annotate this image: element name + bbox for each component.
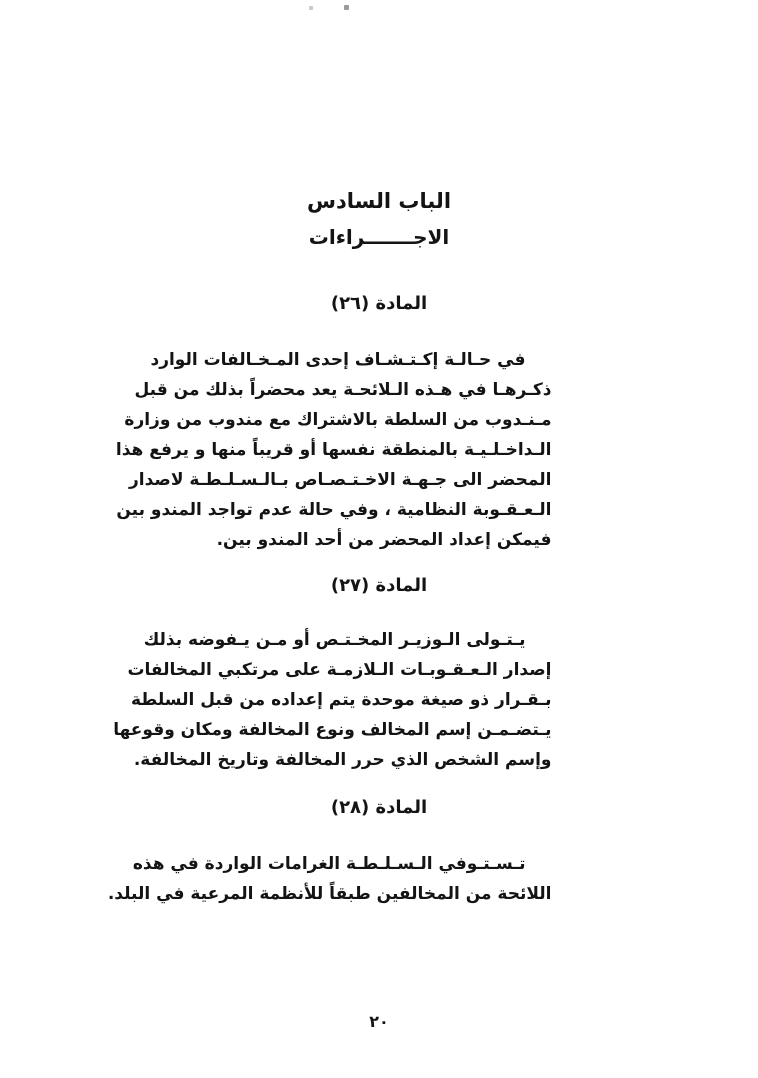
chapter-title: الباب السادس: [306, 189, 452, 213]
text-line: في حـالـة إكـتـشـاف إحدى المـخـالفات الوارد: [150, 350, 526, 370]
text-line: المحضر الى جـهـة الاخـتـصـاص بـالـسـلـطـة لاصدار: [128, 470, 552, 490]
article-27-paragraph: [113, 625, 552, 775]
text-line: بـقـرار ذو صيغة موحدة يتم إعداده من قبل السلطة: [130, 690, 552, 710]
article-28-heading: المادة (٢٨): [330, 797, 428, 818]
text-line: إصدار الـعـقـوبـات الـلازمـة على مرتكبي المخالفات: [127, 660, 552, 680]
article-27-heading: المادة (٢٧): [330, 575, 428, 596]
text-line: يـتضـمـن إسم المخالف ونوع المخالفة ومكان وقوعها: [113, 720, 552, 740]
text-column: [107, 0, 552, 909]
article-28-paragraph: [107, 849, 552, 909]
chapter-subtitle: الاجـــــــراءات: [308, 225, 450, 249]
text-line: الـعـقـوبة النظامية ، وفي حالة عدم تواجد المندو بين: [116, 500, 552, 520]
text-line: الـداخـلـيـة بالمنطقة نفسها أو قريباً منها و يرفع هذا: [115, 440, 552, 460]
text-line: تـسـتـوفي الـسـلـطـة الغرامات الواردة في هذه: [132, 854, 526, 874]
text-line: وإسم الشخص الذي حرر المخالفة وتاريخ المخالفة.: [133, 750, 552, 770]
text-line: ذكـرهـا في هـذه الـلائحـة يعد محضراً بذلك من قبل: [134, 380, 552, 400]
text-line: اللائحة من المخالفين طبقاً للأنظمة المرعية في البلد.: [107, 884, 552, 904]
text-line: يـتـولى الـوزيـر المخـتـص أو مـن يـفوضه بذلك: [143, 630, 526, 650]
article-26-paragraph: [115, 345, 552, 555]
text-line: مـنـدوب من السلطة بالاشتراك مع مندوب من وزارة: [124, 410, 552, 430]
text-line: فيمكن إعداد المحضر من أحد المندو بين.: [216, 530, 552, 550]
page-number: ٢٠: [369, 1012, 389, 1031]
article-26-heading: المادة (٢٦): [330, 293, 428, 314]
